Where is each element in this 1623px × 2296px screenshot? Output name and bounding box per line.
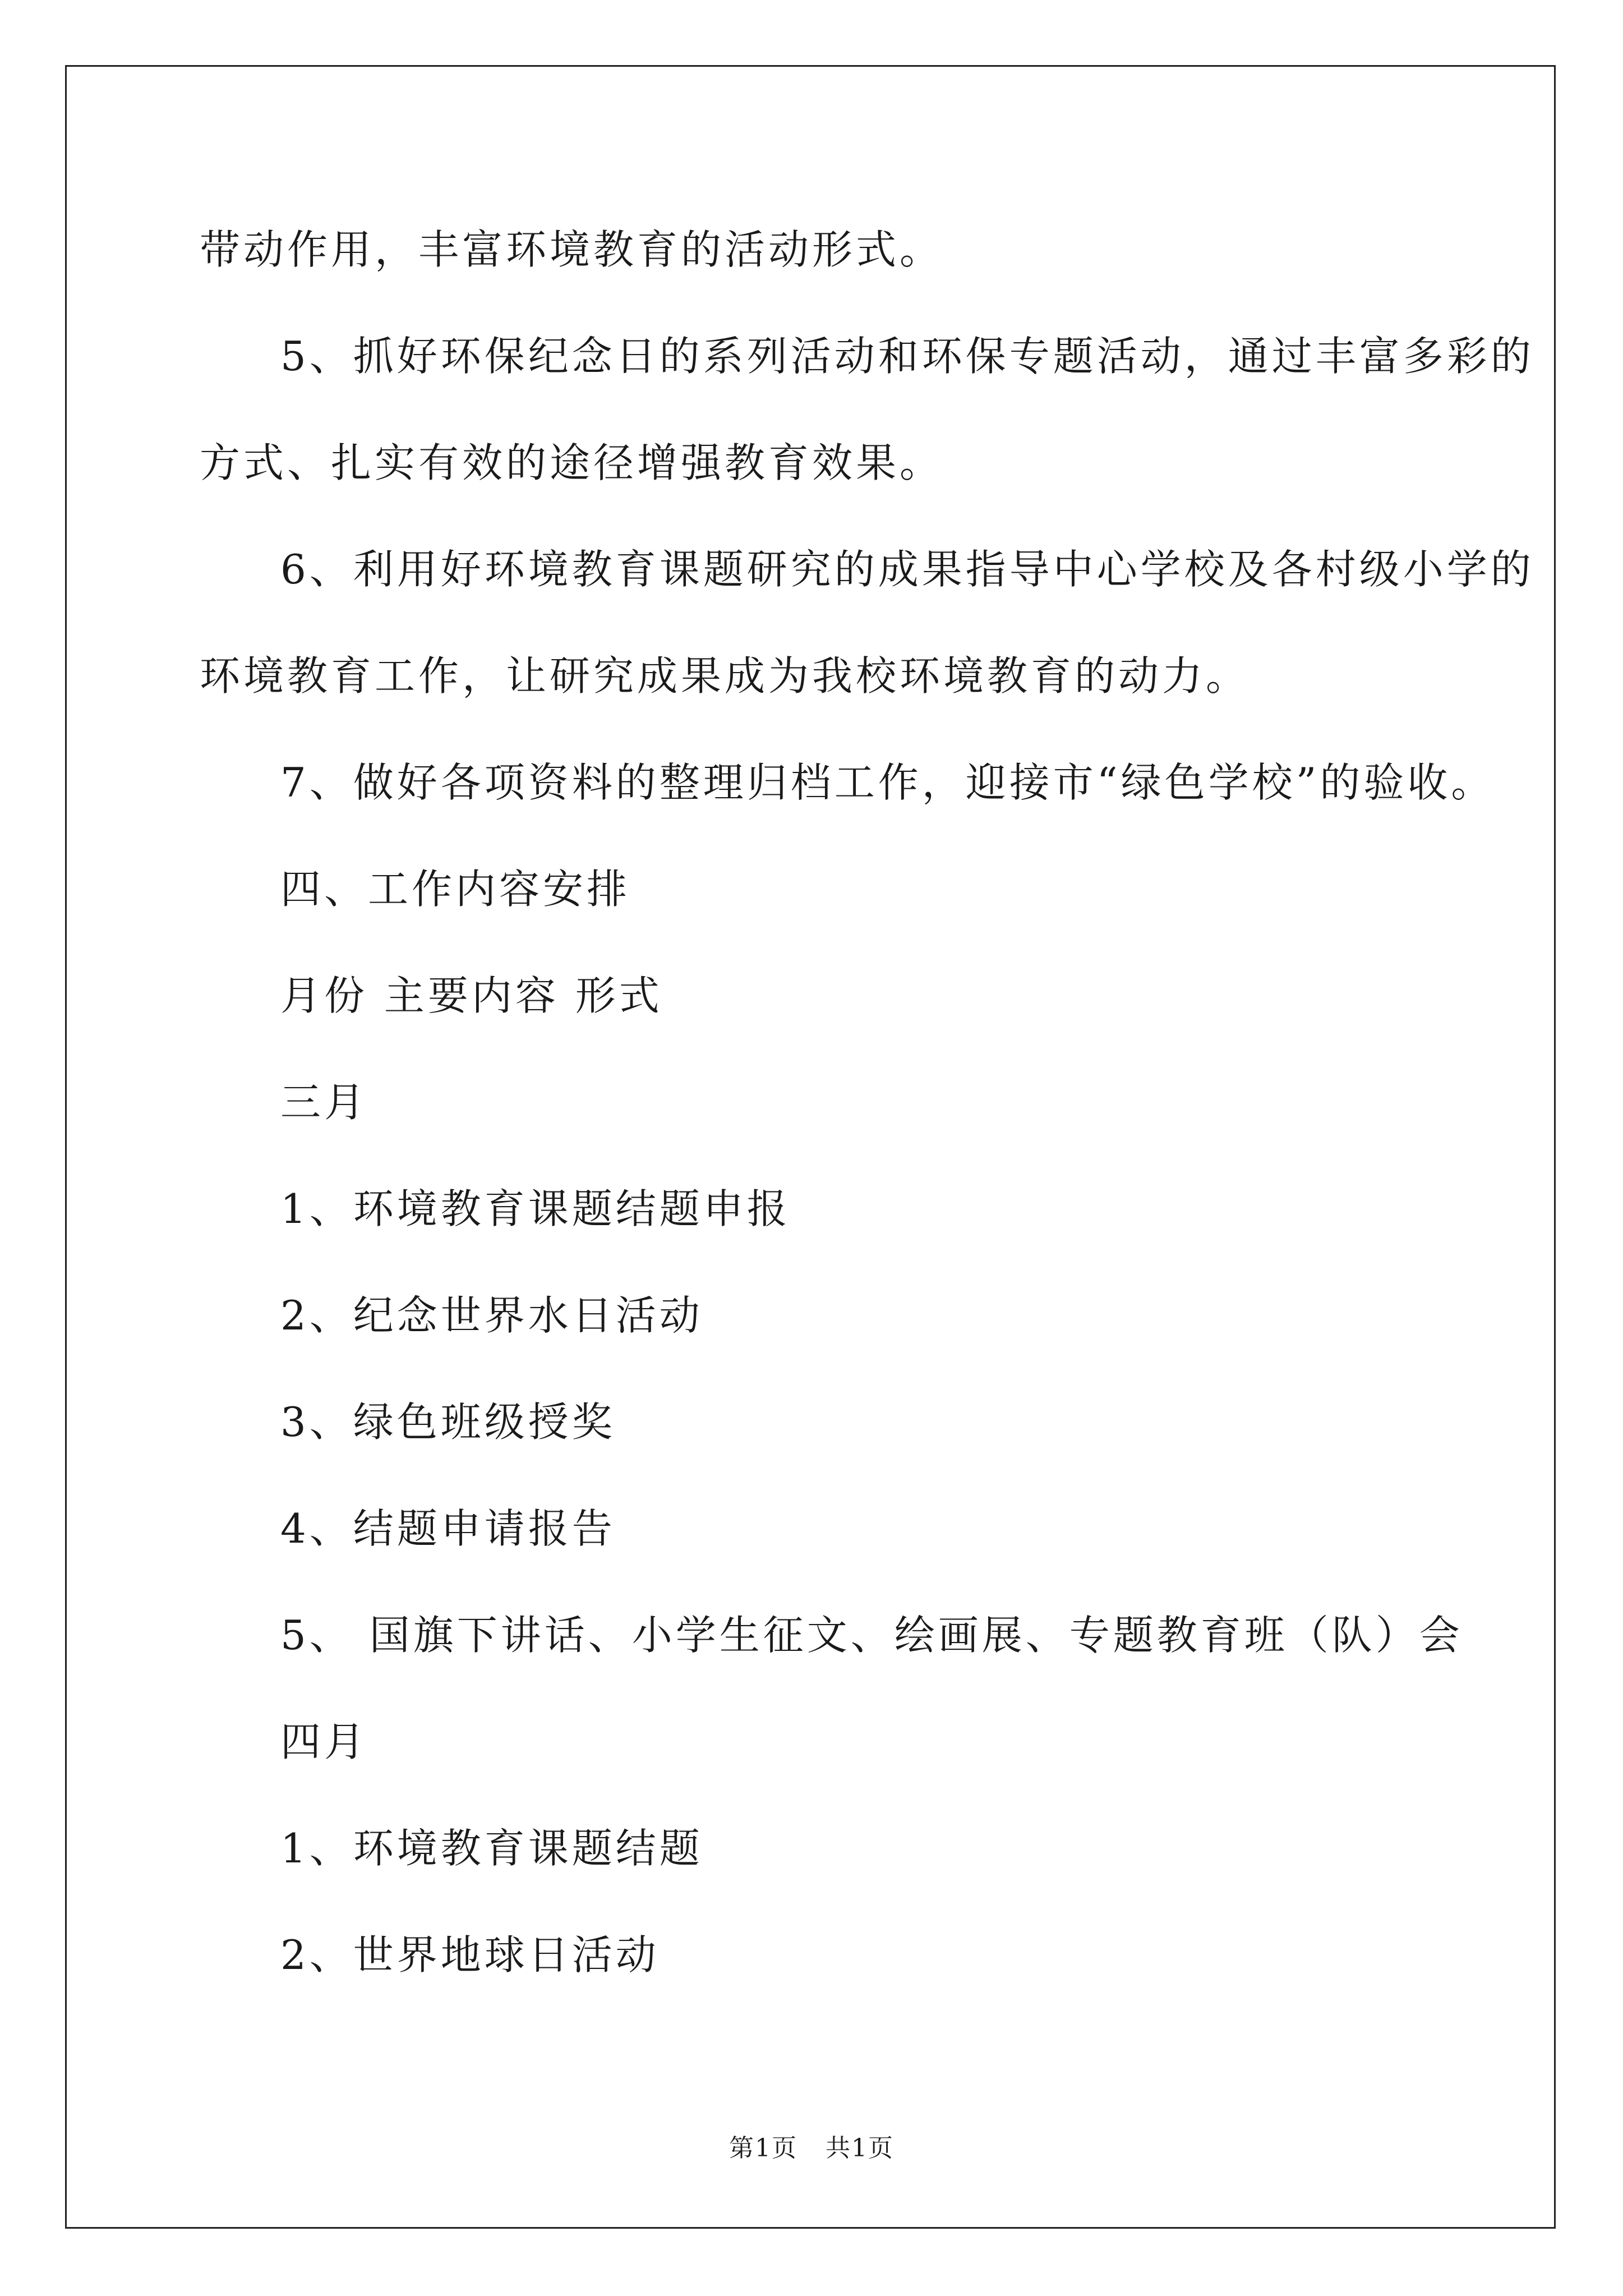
paragraph-line: 7、做好各项资料的整理归档工作，迎接市“绿色学校”的验收。 bbox=[280, 759, 1495, 806]
paragraph-line: 带动作用，丰富环境教育的活动形式。 bbox=[200, 226, 944, 273]
page-number-total: 共1页 bbox=[826, 2134, 894, 2162]
list-item: 5、 国旗下讲话、小学生征文、绘画展、专题教育班（队）会 bbox=[280, 1612, 1463, 1659]
list-item: 1、环境教育课题结题申报 bbox=[280, 1185, 791, 1232]
list-item: 1、环境教育课题结题 bbox=[280, 1825, 703, 1872]
paragraph-line: 方式、扎实有效的途径增强教育效果。 bbox=[200, 439, 944, 486]
table-header-line: 月份 主要内容 形式 bbox=[280, 972, 663, 1019]
month-heading: 三月 bbox=[280, 1079, 368, 1126]
section-heading: 四、工作内容安排 bbox=[280, 866, 631, 913]
list-item: 4、结题申请报告 bbox=[280, 1505, 616, 1552]
list-item: 3、绿色班级授奖 bbox=[280, 1398, 616, 1446]
list-item: 2、世界地球日活动 bbox=[280, 1931, 660, 1978]
month-heading: 四月 bbox=[280, 1718, 368, 1765]
page-footer bbox=[0, 2132, 1623, 2165]
page-border bbox=[65, 65, 1556, 2229]
list-item: 2、纪念世界水日活动 bbox=[280, 1292, 703, 1339]
page-number-current: 第1页 bbox=[729, 2134, 797, 2162]
paragraph-line: 6、利用好环境教育课题研究的成果指导中心学校及各村级小学的 bbox=[280, 546, 1534, 593]
paragraph-line: 环境教育工作，让研究成果成为我校环境教育的动力。 bbox=[200, 652, 1250, 700]
paragraph-line: 5、抓好环保纪念日的系列活动和环保专题活动，通过丰富多彩的 bbox=[280, 333, 1534, 380]
